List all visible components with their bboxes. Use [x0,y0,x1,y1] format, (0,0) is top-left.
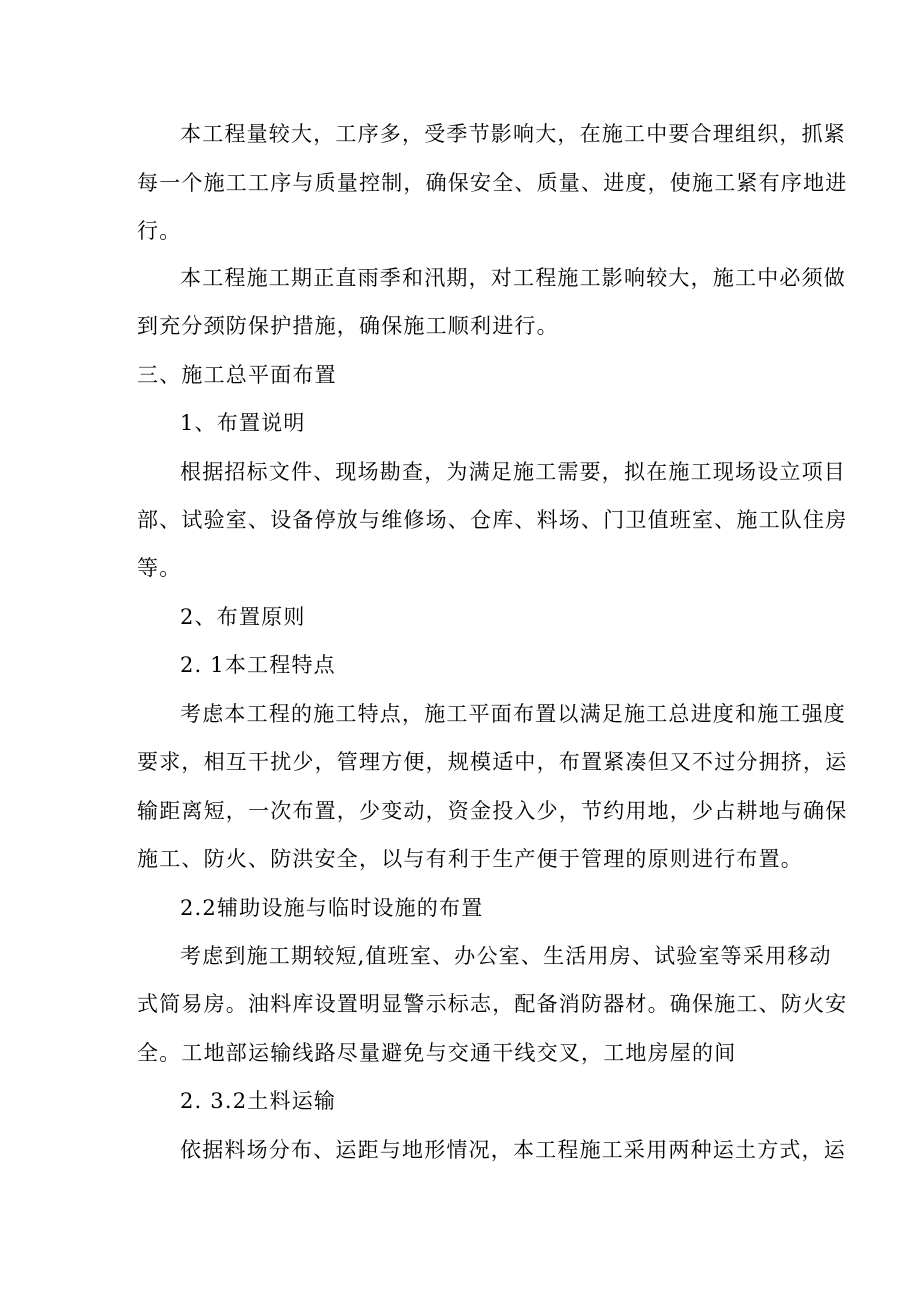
subsection-heading: 2. 3.2土料运输 [180,1089,337,1113]
paragraph-line: 行。 [137,219,182,243]
paragraph-line: 考虑到施工期较短,值班室、办公室、生活用房、试验室等采用移动 [180,944,832,968]
subsection-heading: 1、布置说明 [180,411,306,435]
subsection-heading: 2. 1本工程特点 [180,653,336,677]
paragraph-line: 部、试验室、设备停放与维修场、仓库、料场、门卫值班室、施工队住房 [137,508,848,532]
paragraph-line: 本工程量较大，工序多，受季节影响大，在施工中要合理组织，抓紧 [180,122,846,146]
paragraph-line: 到充分颈防保护措施，确保施工顺利进行。 [137,314,559,338]
paragraph-line: 依据料场分布、运距与地形情况，本工程施工采用两种运土方式，运 [180,1138,846,1162]
paragraph-line: 施工、防火、防洪安全，以与有利于生产便于管理的原则进行布置。 [137,847,803,871]
subsection-heading: 2.2辅助设施与临时设施的布置 [180,896,484,920]
paragraph-line: 考虑本工程的施工特点，施工平面布置以满足施工总进度和施工强度 [180,702,846,726]
paragraph-line: 本工程施工期正直雨季和汛期，对工程施工影响较大，施工中必须做 [180,266,846,290]
paragraph-line: 输距离短，一次布置，少变动，资金投入少，节约用地，少占耕地与确保 [137,799,848,823]
paragraph-line: 每一个施工工序与质量控制，确保安全、质量、进度，使施工紧有序地进 [137,171,848,195]
paragraph-line: 全。工地部运输线路尽量避免与交通干线交叉，工地房屋的间 [137,1041,737,1065]
subsection-heading: 2、布置原则 [180,605,306,629]
paragraph-line: 式简易房。油料库设置明显警示标志，配备消防器材。确保施工、防火安 [137,992,848,1016]
paragraph-line: 要求，相互干扰少，管理方便，规模适中，布置紧凑但又不过分拥挤，运 [137,750,848,774]
section-heading: 三、施工总平面布置 [137,363,337,387]
paragraph-line: 等。 [137,556,182,580]
paragraph-line: 根据招标文件、现场勘查，为满足施工需要，拟在施工现场设立项目 [180,460,846,484]
